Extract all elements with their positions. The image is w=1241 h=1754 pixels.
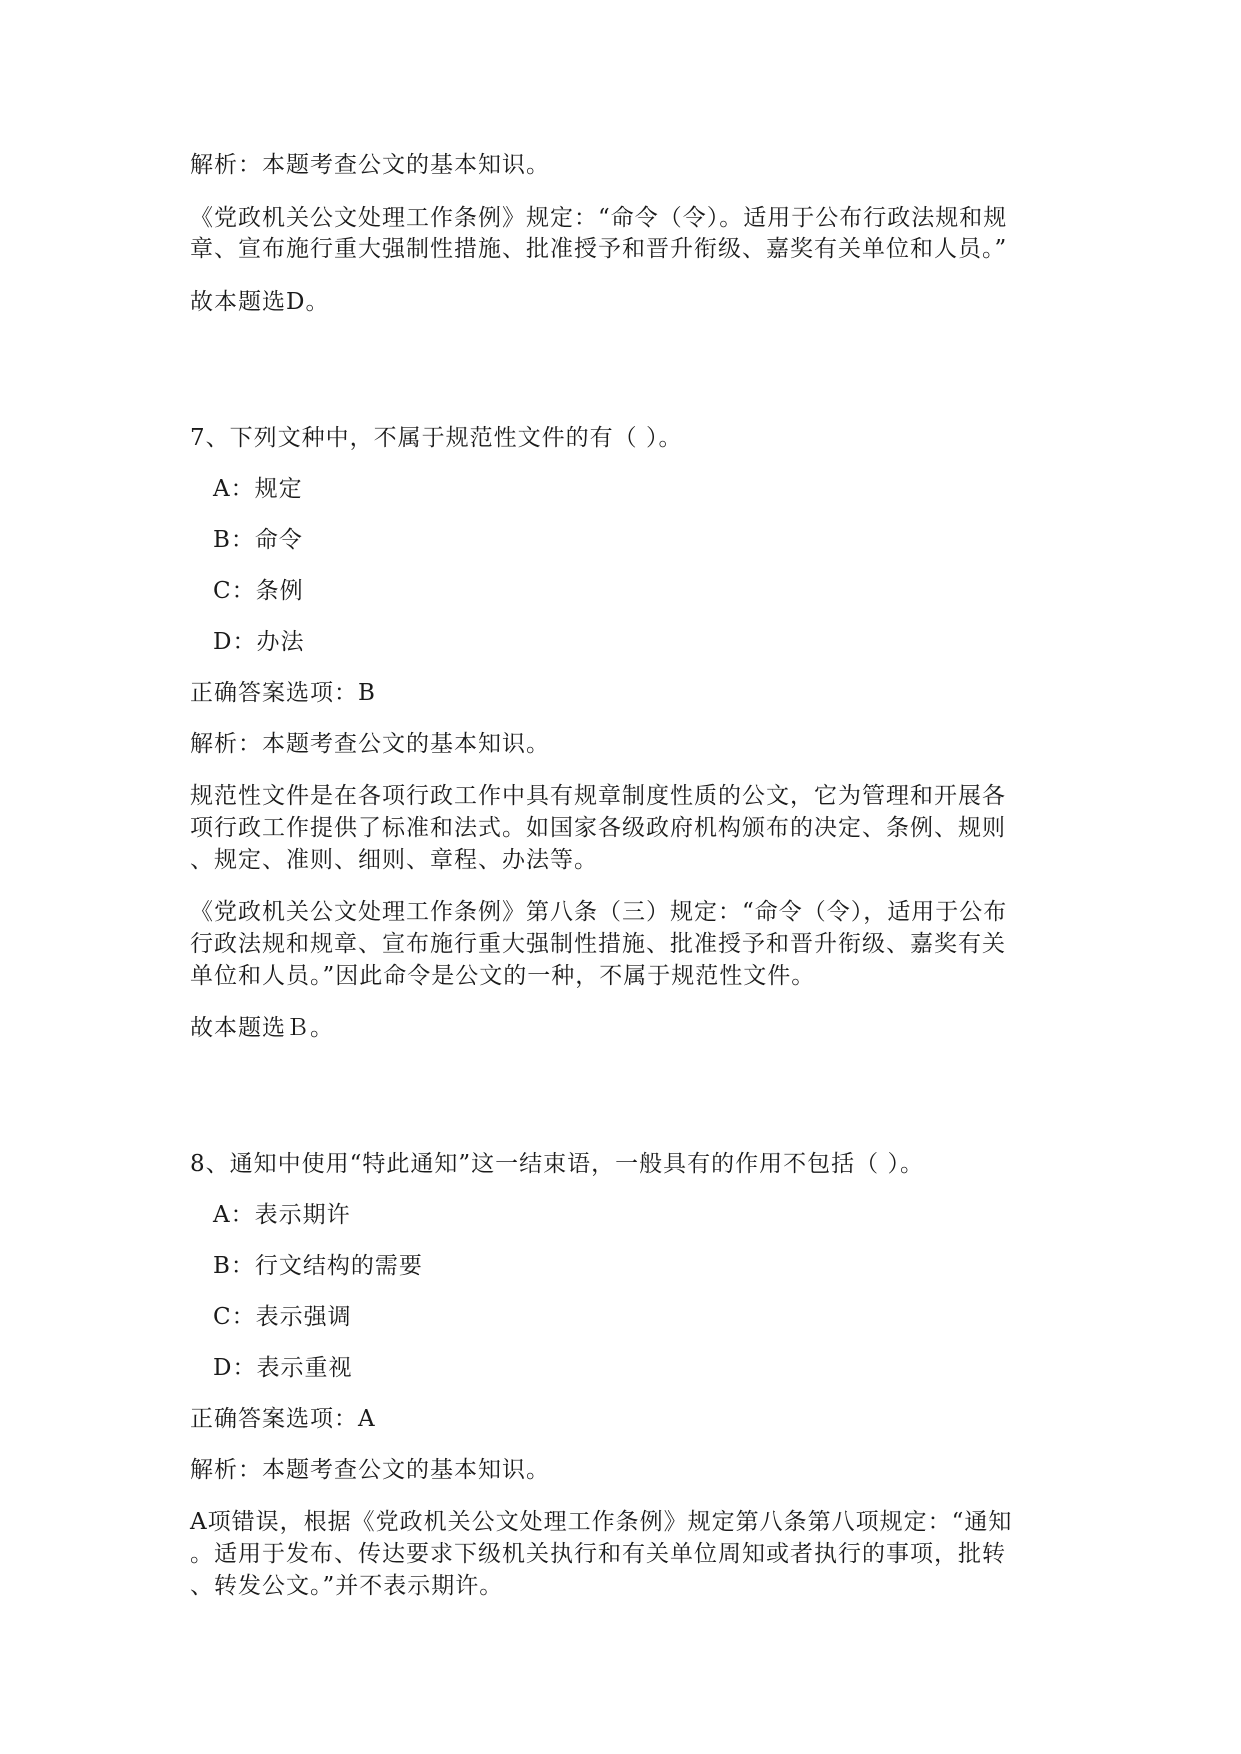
q8-option-d: D：表示重视: [213, 1355, 353, 1381]
q7-analysis: 解析：本题考查公文的基本知识。: [190, 731, 550, 757]
q8-question: 8、通知中使用“特此通知”这一结束语，一般具有的作用不包括（ ）。: [190, 1151, 924, 1177]
q7-para1-line-1: 规范性文件是在各项行政工作中具有规章制度性质的公文，它为管理和开展各: [190, 783, 1006, 809]
q7-para2-line-2: 行政法规和规章、宣布施行重大强制性措施、批准授予和晋升衔级、嘉奖有关: [190, 931, 1006, 957]
q6-quote-line-1: 《党政机关公文处理工作条例》规定：“命令（令）。适用于公布行政法规和规: [190, 205, 1008, 231]
q8-option-c: C：表示强调: [213, 1304, 352, 1330]
q7-option-c: C：条例: [213, 578, 304, 604]
q7-option-b: B：命令: [213, 527, 303, 553]
q8-answer: 正确答案选项：A: [190, 1406, 376, 1432]
q7-conclusion: 故本题选Ｂ。: [190, 1015, 334, 1041]
q7-para2-line-3: 单位和人员。”因此命令是公文的一种，不属于规范性文件。: [190, 963, 816, 989]
q8-option-a: A：表示期许: [213, 1202, 351, 1228]
q7-answer: 正确答案选项：B: [190, 680, 376, 706]
q7-option-d: D：办法: [213, 629, 305, 655]
q8-option-b: B：行文结构的需要: [213, 1253, 423, 1279]
q7-question: 7、下列文种中，不属于规范性文件的有（ ）。: [190, 425, 683, 451]
q7-para1-line-2: 项行政工作提供了标准和法式。如国家各级政府机构颁布的决定、条例、规则: [190, 815, 1006, 841]
q6-analysis: 解析：本题考查公文的基本知识。: [190, 152, 550, 178]
q8-para1-line-3: 、转发公文。”并不表示期许。: [190, 1573, 504, 1599]
q6-conclusion: 故本题选D。: [190, 289, 330, 315]
q7-para2-line-1: 《党政机关公文处理工作条例》第八条（三）规定：“命令（令），适用于公布: [190, 899, 1008, 925]
q7-option-a: A：规定: [213, 476, 303, 502]
q8-para1-line-2: 。适用于发布、传达要求下级机关执行和有关单位周知或者执行的事项，批转: [190, 1541, 1006, 1567]
q6-quote-line-2: 章、宣布施行重大强制性措施、批准授予和晋升衔级、嘉奖有关单位和人员。”: [190, 236, 1008, 262]
q8-para1-line-1: A项错误，根据《党政机关公文处理工作条例》规定第八条第八项规定：“通知: [190, 1509, 1013, 1535]
q8-analysis: 解析：本题考查公文的基本知识。: [190, 1457, 550, 1483]
q7-para1-line-3: 、规定、准则、细则、章程、办法等。: [190, 847, 598, 873]
